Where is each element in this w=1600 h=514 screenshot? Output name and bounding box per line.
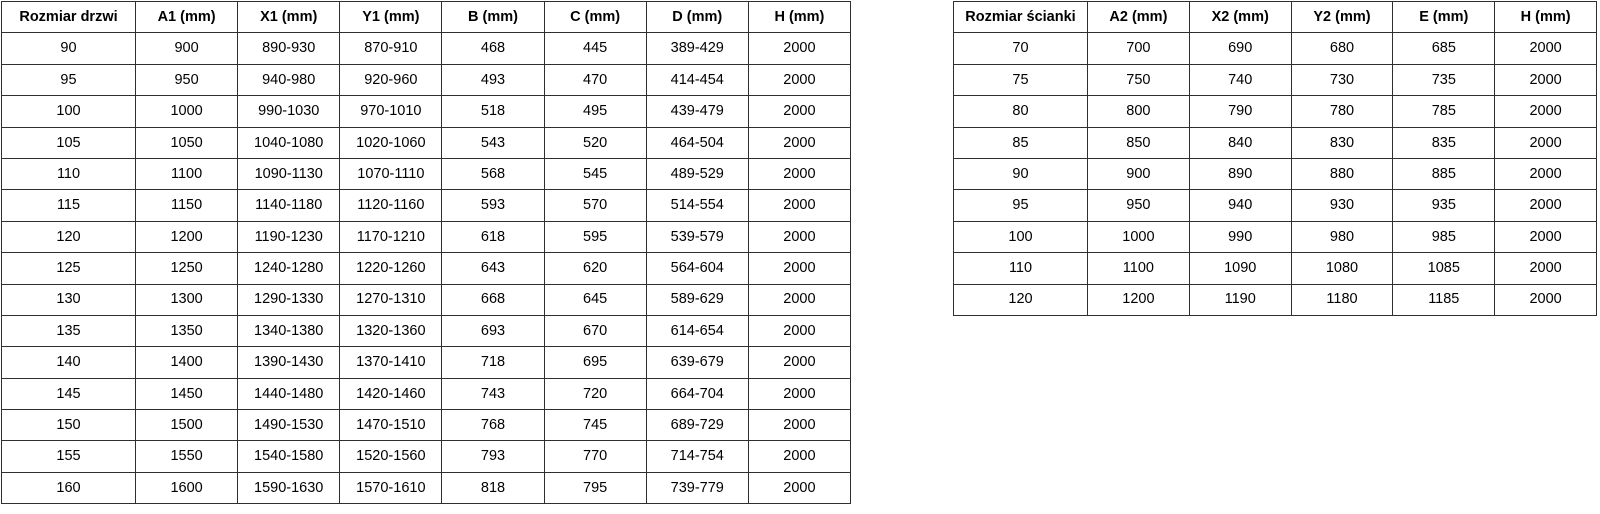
cell: 1450 bbox=[136, 378, 238, 409]
column-header: Y1 (mm) bbox=[340, 2, 442, 33]
cell: 518 bbox=[442, 96, 544, 127]
table-row bbox=[954, 158, 1597, 189]
cell: 1290-1330 bbox=[238, 284, 340, 315]
cell: 1340-1380 bbox=[238, 315, 340, 346]
column-header: Rozmiar ścianki bbox=[954, 2, 1088, 33]
cell: 1050 bbox=[136, 127, 238, 158]
cell: 1420-1460 bbox=[340, 378, 442, 409]
cell: 639-679 bbox=[646, 347, 748, 378]
cell: 589-629 bbox=[646, 284, 748, 315]
column-header: Rozmiar drzwi bbox=[2, 2, 136, 33]
column-header: A1 (mm) bbox=[136, 2, 238, 33]
cell: 1600 bbox=[136, 472, 238, 503]
cell: 950 bbox=[1088, 190, 1190, 221]
cell: 2000 bbox=[748, 158, 850, 189]
cell: 468 bbox=[442, 33, 544, 64]
cell: 2000 bbox=[748, 284, 850, 315]
cell: 818 bbox=[442, 472, 544, 503]
cell: 693 bbox=[442, 315, 544, 346]
cell: 1040-1080 bbox=[238, 127, 340, 158]
cell: 750 bbox=[1088, 64, 1190, 95]
cell: 689-729 bbox=[646, 410, 748, 441]
cell: 543 bbox=[442, 127, 544, 158]
cell: 1500 bbox=[136, 410, 238, 441]
cell: 489-529 bbox=[646, 158, 748, 189]
table-row bbox=[2, 378, 851, 409]
cell: 840 bbox=[1189, 127, 1291, 158]
table-row bbox=[954, 190, 1597, 221]
cell: 618 bbox=[442, 221, 544, 252]
cell: 85 bbox=[954, 127, 1088, 158]
cell: 1440-1480 bbox=[238, 378, 340, 409]
cell: 155 bbox=[2, 441, 136, 472]
cell: 890-930 bbox=[238, 33, 340, 64]
table-row bbox=[2, 253, 851, 284]
cell: 718 bbox=[442, 347, 544, 378]
cell: 2000 bbox=[1495, 64, 1597, 95]
cell: 2000 bbox=[748, 347, 850, 378]
cell: 2000 bbox=[748, 441, 850, 472]
cell: 130 bbox=[2, 284, 136, 315]
column-header: B (mm) bbox=[442, 2, 544, 33]
cell: 1180 bbox=[1291, 284, 1393, 315]
table-row bbox=[2, 127, 851, 158]
cell: 2000 bbox=[748, 221, 850, 252]
cell: 739-779 bbox=[646, 472, 748, 503]
cell: 1120-1160 bbox=[340, 190, 442, 221]
cell: 2000 bbox=[748, 378, 850, 409]
cell: 920-960 bbox=[340, 64, 442, 95]
cell: 670 bbox=[544, 315, 646, 346]
cell: 145 bbox=[2, 378, 136, 409]
cell: 2000 bbox=[748, 96, 850, 127]
cell: 105 bbox=[2, 127, 136, 158]
cell: 2000 bbox=[748, 127, 850, 158]
cell: 1090-1130 bbox=[238, 158, 340, 189]
cell: 830 bbox=[1291, 127, 1393, 158]
cell: 495 bbox=[544, 96, 646, 127]
table-row bbox=[2, 96, 851, 127]
cell: 780 bbox=[1291, 96, 1393, 127]
cell: 1590-1630 bbox=[238, 472, 340, 503]
cell: 990 bbox=[1189, 221, 1291, 252]
cell: 690 bbox=[1189, 33, 1291, 64]
cell: 1540-1580 bbox=[238, 441, 340, 472]
table-row bbox=[2, 221, 851, 252]
cell: 1080 bbox=[1291, 253, 1393, 284]
table-row bbox=[954, 253, 1597, 284]
cell: 1020-1060 bbox=[340, 127, 442, 158]
cell: 1400 bbox=[136, 347, 238, 378]
cell: 645 bbox=[544, 284, 646, 315]
cell: 2000 bbox=[748, 253, 850, 284]
cell: 950 bbox=[136, 64, 238, 95]
cell: 614-654 bbox=[646, 315, 748, 346]
cell: 1185 bbox=[1393, 284, 1495, 315]
cell: 2000 bbox=[1495, 190, 1597, 221]
table-row bbox=[954, 64, 1597, 95]
cell: 730 bbox=[1291, 64, 1393, 95]
cell: 545 bbox=[544, 158, 646, 189]
column-header: X2 (mm) bbox=[1189, 2, 1291, 33]
cell: 745 bbox=[544, 410, 646, 441]
cell: 720 bbox=[544, 378, 646, 409]
cell: 1150 bbox=[136, 190, 238, 221]
column-header: A2 (mm) bbox=[1088, 2, 1190, 33]
cell: 714-754 bbox=[646, 441, 748, 472]
cell: 135 bbox=[2, 315, 136, 346]
cell: 790 bbox=[1189, 96, 1291, 127]
table-row bbox=[2, 410, 851, 441]
table-row bbox=[2, 315, 851, 346]
cell: 1190 bbox=[1189, 284, 1291, 315]
cell: 620 bbox=[544, 253, 646, 284]
cell: 735 bbox=[1393, 64, 1495, 95]
cell: 90 bbox=[2, 33, 136, 64]
cell: 1085 bbox=[1393, 253, 1495, 284]
cell: 2000 bbox=[1495, 284, 1597, 315]
column-header: H (mm) bbox=[748, 2, 850, 33]
cell: 570 bbox=[544, 190, 646, 221]
cell: 1090 bbox=[1189, 253, 1291, 284]
cell: 695 bbox=[544, 347, 646, 378]
cell: 1000 bbox=[136, 96, 238, 127]
cell: 2000 bbox=[1495, 158, 1597, 189]
cell: 1000 bbox=[1088, 221, 1190, 252]
cell: 150 bbox=[2, 410, 136, 441]
cell: 1240-1280 bbox=[238, 253, 340, 284]
table-row bbox=[2, 64, 851, 95]
cell: 568 bbox=[442, 158, 544, 189]
cell: 643 bbox=[442, 253, 544, 284]
cell: 1100 bbox=[1088, 253, 1190, 284]
cell: 668 bbox=[442, 284, 544, 315]
cell: 1550 bbox=[136, 441, 238, 472]
cell: 70 bbox=[954, 33, 1088, 64]
table-row bbox=[954, 33, 1597, 64]
cell: 1490-1530 bbox=[238, 410, 340, 441]
cell: 2000 bbox=[748, 410, 850, 441]
cell: 1250 bbox=[136, 253, 238, 284]
cell: 140 bbox=[2, 347, 136, 378]
cell: 743 bbox=[442, 378, 544, 409]
cell: 1140-1180 bbox=[238, 190, 340, 221]
cell: 1100 bbox=[136, 158, 238, 189]
cell: 110 bbox=[2, 158, 136, 189]
cell: 2000 bbox=[1495, 127, 1597, 158]
cell: 990-1030 bbox=[238, 96, 340, 127]
cell: 1190-1230 bbox=[238, 221, 340, 252]
cell: 2000 bbox=[748, 315, 850, 346]
cell: 890 bbox=[1189, 158, 1291, 189]
column-header: E (mm) bbox=[1393, 2, 1495, 33]
cell: 493 bbox=[442, 64, 544, 95]
cell: 940 bbox=[1189, 190, 1291, 221]
table-row bbox=[2, 190, 851, 221]
cell: 1350 bbox=[136, 315, 238, 346]
cell: 100 bbox=[2, 96, 136, 127]
cell: 1520-1560 bbox=[340, 441, 442, 472]
cell: 2000 bbox=[748, 64, 850, 95]
cell: 90 bbox=[954, 158, 1088, 189]
cell: 470 bbox=[544, 64, 646, 95]
cell: 2000 bbox=[748, 472, 850, 503]
cell: 2000 bbox=[748, 190, 850, 221]
cell: 464-504 bbox=[646, 127, 748, 158]
cell: 389-429 bbox=[646, 33, 748, 64]
cell: 125 bbox=[2, 253, 136, 284]
cell: 593 bbox=[442, 190, 544, 221]
column-header: C (mm) bbox=[544, 2, 646, 33]
cell: 100 bbox=[954, 221, 1088, 252]
table-row bbox=[2, 441, 851, 472]
cell: 1200 bbox=[136, 221, 238, 252]
cell: 680 bbox=[1291, 33, 1393, 64]
cell: 120 bbox=[2, 221, 136, 252]
cell: 740 bbox=[1189, 64, 1291, 95]
table-row bbox=[954, 221, 1597, 252]
cell: 439-479 bbox=[646, 96, 748, 127]
cell: 900 bbox=[1088, 158, 1190, 189]
table-row bbox=[954, 127, 1597, 158]
table-row bbox=[2, 33, 851, 64]
cell: 835 bbox=[1393, 127, 1495, 158]
cell: 1220-1260 bbox=[340, 253, 442, 284]
door-table-header-row bbox=[2, 2, 851, 33]
cell: 870-910 bbox=[340, 33, 442, 64]
cell: 160 bbox=[2, 472, 136, 503]
cell: 900 bbox=[136, 33, 238, 64]
table-row bbox=[2, 472, 851, 503]
cell: 595 bbox=[544, 221, 646, 252]
cell: 700 bbox=[1088, 33, 1190, 64]
cell: 539-579 bbox=[646, 221, 748, 252]
cell: 2000 bbox=[1495, 33, 1597, 64]
cell: 1390-1430 bbox=[238, 347, 340, 378]
table-row bbox=[2, 284, 851, 315]
cell: 1570-1610 bbox=[340, 472, 442, 503]
cell: 2000 bbox=[1495, 253, 1597, 284]
cell: 514-554 bbox=[646, 190, 748, 221]
cell: 1200 bbox=[1088, 284, 1190, 315]
cell: 880 bbox=[1291, 158, 1393, 189]
cell: 1320-1360 bbox=[340, 315, 442, 346]
cell: 793 bbox=[442, 441, 544, 472]
cell: 685 bbox=[1393, 33, 1495, 64]
cell: 850 bbox=[1088, 127, 1190, 158]
cell: 935 bbox=[1393, 190, 1495, 221]
cell: 95 bbox=[954, 190, 1088, 221]
cell: 2000 bbox=[748, 33, 850, 64]
cell: 970-1010 bbox=[340, 96, 442, 127]
cell: 930 bbox=[1291, 190, 1393, 221]
cell: 414-454 bbox=[646, 64, 748, 95]
cell: 795 bbox=[544, 472, 646, 503]
cell: 785 bbox=[1393, 96, 1495, 127]
wall-panel-dimensions-table bbox=[953, 1, 1597, 316]
cell: 1170-1210 bbox=[340, 221, 442, 252]
cell: 520 bbox=[544, 127, 646, 158]
cell: 1470-1510 bbox=[340, 410, 442, 441]
column-header: X1 (mm) bbox=[238, 2, 340, 33]
cell: 2000 bbox=[1495, 96, 1597, 127]
column-header: Y2 (mm) bbox=[1291, 2, 1393, 33]
cell: 940-980 bbox=[238, 64, 340, 95]
cell: 95 bbox=[2, 64, 136, 95]
cell: 564-604 bbox=[646, 253, 748, 284]
cell: 115 bbox=[2, 190, 136, 221]
cell: 885 bbox=[1393, 158, 1495, 189]
cell: 770 bbox=[544, 441, 646, 472]
cell: 1270-1310 bbox=[340, 284, 442, 315]
cell: 664-704 bbox=[646, 378, 748, 409]
cell: 980 bbox=[1291, 221, 1393, 252]
cell: 1070-1110 bbox=[340, 158, 442, 189]
table-row bbox=[954, 284, 1597, 315]
cell: 110 bbox=[954, 253, 1088, 284]
door-dimensions-table bbox=[1, 1, 851, 504]
table-row bbox=[2, 347, 851, 378]
cell: 445 bbox=[544, 33, 646, 64]
wall-table-header-row bbox=[954, 2, 1597, 33]
cell: 800 bbox=[1088, 96, 1190, 127]
table-row bbox=[954, 96, 1597, 127]
column-header: D (mm) bbox=[646, 2, 748, 33]
cell: 1370-1410 bbox=[340, 347, 442, 378]
cell: 75 bbox=[954, 64, 1088, 95]
table-row bbox=[2, 158, 851, 189]
cell: 120 bbox=[954, 284, 1088, 315]
cell: 80 bbox=[954, 96, 1088, 127]
cell: 1300 bbox=[136, 284, 238, 315]
cell: 985 bbox=[1393, 221, 1495, 252]
cell: 2000 bbox=[1495, 221, 1597, 252]
column-header: H (mm) bbox=[1495, 2, 1597, 33]
cell: 768 bbox=[442, 410, 544, 441]
